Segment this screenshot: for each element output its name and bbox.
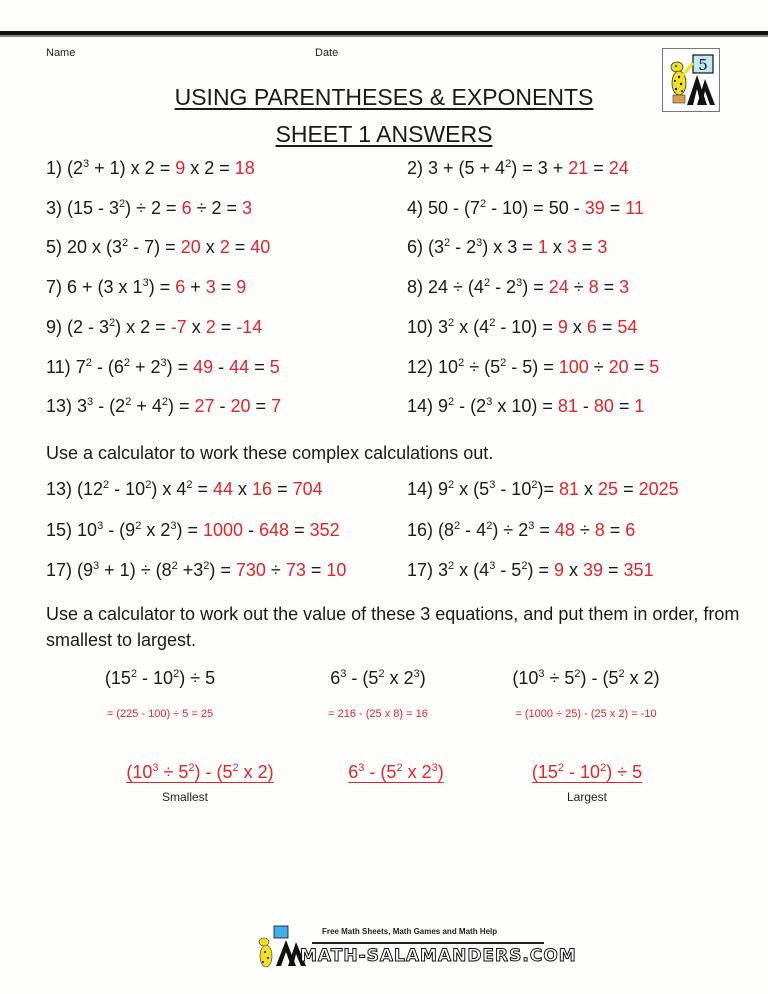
order-caption-smallest: Smallest (161, 790, 208, 804)
page-title: USING PARENTHESES & EXPONENTS (174, 84, 594, 110)
name-label: Name (46, 47, 76, 59)
date-label: Date (315, 47, 339, 59)
question-number: 9) (46, 316, 68, 337)
question-8: 8) $24 \div (4^2 - 2^3) = 24 \div 8 = 3$ (407, 277, 630, 298)
footer-site-name: MATH-SALAMANDERS.COM (300, 946, 577, 966)
question-4: 4) $50 - (7^2 - 10) = 50 - 39 = 11$ (407, 197, 644, 218)
question-number: 14) (407, 396, 439, 417)
question-number: 11) (46, 356, 76, 377)
calc-question-1: 13) $(12^2 - 10^2)$ x $4^2 = 44$ x 16 = 704 (46, 479, 323, 499)
question-number: 13) (46, 479, 78, 499)
question-number: 16) (407, 519, 439, 540)
question-number: 8) (407, 277, 429, 298)
calc-question-2: 14) $9^2$ x $(5^3 - 10^2)= 81$ x 25 = 2025 (407, 479, 679, 499)
question-number: 10) (407, 316, 439, 337)
footer-divider (312, 942, 544, 944)
question-number: 15) (46, 519, 78, 540)
question-9: 9) $(2 - 3^2)$ x 2 = -7 x 2 = -14 (46, 316, 263, 337)
calc-question-3: 15) $10^3 - (9^2$ x $2^3) = 1000 - 648 = 352$ (46, 519, 340, 540)
equation-work-2: = 216 - (25 x 8) = 16 (328, 708, 428, 720)
question-13: 13) $3^3 - (2^2 + 4^2) = 27 - 20 = 7$ (46, 396, 282, 417)
question-number: 5) (46, 237, 68, 258)
equation-1: $(15^2 - 10^2) \div 5$ (104, 668, 216, 688)
footer-tagline: Free Math Sheets, Math Games and Math Help (322, 927, 498, 936)
top-border (0, 31, 768, 37)
calc-question-6: 17) $3^2$ x $(4^3 - 5^2) = 9$ x 39 = 351 (407, 560, 654, 580)
question-number: 13) (46, 396, 78, 417)
calc-question-4: 16) $(8^2 - 4^2) \div 2^3 = 48 \div 8 = 6$ (407, 519, 636, 540)
part3-instruction: Use a calculator to work out the value of these 3 equations, and put them in order, from smallest to largest. (46, 604, 740, 650)
question-6: 6) $(3^2 - 2^3)$ x 3 = 1 x 3 = 3 (407, 237, 608, 258)
calc-question-5: 17) $(9^3 + 1) \div (8^2 +3^2) = 730 \div 73 = 10$ (46, 560, 347, 580)
order-caption-largest: Largest (566, 790, 608, 804)
question-number: 3) (46, 197, 68, 218)
question-10: 10) $3^2$ x $(4^2 - 10) = 9$ x 6 = 54 (407, 316, 638, 337)
question-3: 3) $(15 - 3^2) \div 2 = 6 \div 2 = 3$ (46, 197, 253, 218)
ordered-answer-3: $(15^2 - 10^2) \div 5$ (531, 762, 643, 782)
question-12: 12) $10^2 \div (5^2 - 5) = 100 \div 20 = 5$ (407, 356, 660, 377)
part2-instruction: Use a calculator to work these complex calculations out. (46, 443, 494, 463)
question-1: 1) $(2^3 + 1)$ x 2 = 9 x 2 = 18 (46, 158, 255, 178)
equation-work-1: = (225 - 100) ÷ 5 = 25 (106, 708, 214, 720)
equation-work-3: = (1000 ÷ 25) - (25 x 2) = -10 (515, 708, 657, 720)
ordered-answer-1: $(10^3 \div 5^2) - (5^2$ x 2) (126, 762, 274, 782)
question-number: 4) (407, 197, 429, 218)
equation-2: $6^3 - (5^2$ x $2^3$) (330, 668, 426, 688)
page-subtitle: SHEET 1 ANSWERS (275, 121, 493, 147)
question-5: 5) 20 x $(3^2 - 7) = 20$ x 2 = 40 (46, 237, 271, 258)
grade-badge: 5 (698, 56, 708, 74)
equation-3: $(10^3 \div 5^2) - (5^2$ x 2) (512, 668, 660, 688)
question-number: 17) (407, 560, 439, 580)
question-number: 14) (407, 479, 439, 499)
question-7: 7) 6 + (3 x $1^3) = 6 + 3 = 9$ (46, 277, 247, 298)
ordered-answer-2: $6^3 - (5^2$ x $2^3$) (348, 762, 444, 782)
question-number: 6) (407, 237, 429, 258)
question-number: 12) (407, 356, 439, 377)
question-number: 17) (46, 560, 78, 580)
question-number: 7) (46, 277, 68, 298)
question-2: 2) $3 + (5 + 4^2) = 3 + 21 = 24$ (407, 158, 629, 178)
question-11: 11) $7^2 - (6^2 + 2^3) = 49 - 44 = 5$ (46, 356, 280, 377)
question-number: 2) (407, 158, 429, 178)
question-14: 14) $9^2 - (2^3$ x 10) = 81 - 80 = 1 (407, 396, 645, 417)
question-number: 1) (46, 158, 68, 178)
